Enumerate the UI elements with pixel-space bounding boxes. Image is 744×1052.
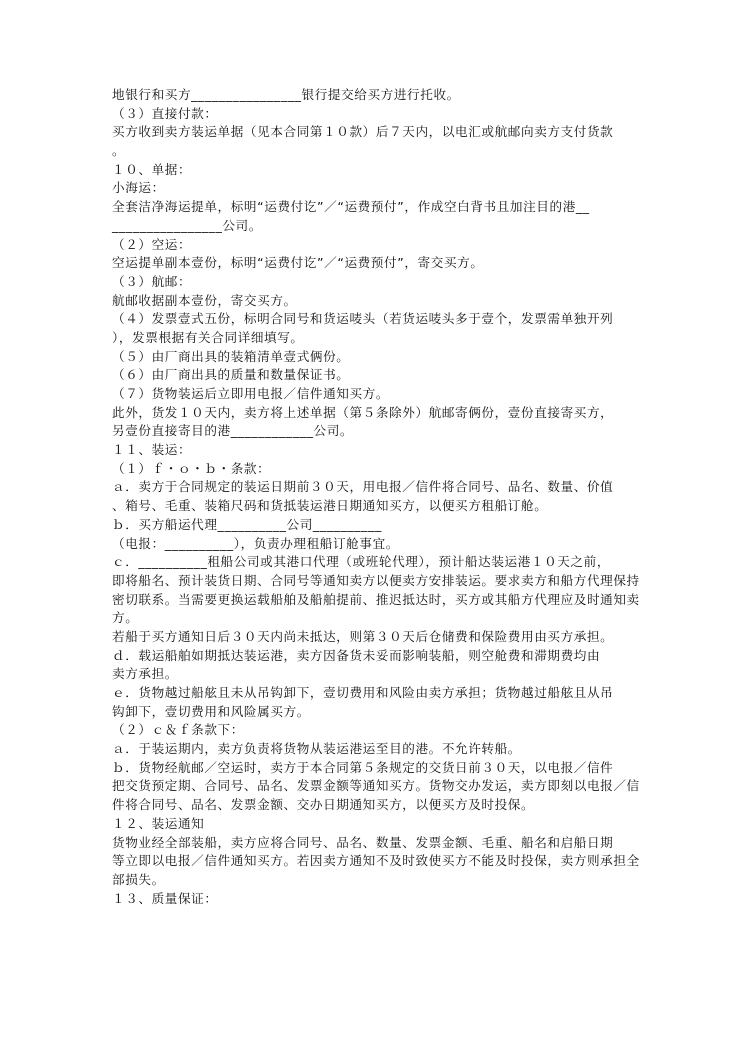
text-line: 。 (112, 143, 126, 159)
text-line: 、箱号、毛重、装箱尺码和货抵装运港日期通知买方，以便买方租船订舱。 (112, 498, 548, 514)
text-line: ｃ．__________租船公司或其港口代理（或班轮代理），预计船达装运港１０天之前， (112, 554, 611, 570)
text-line: 件将合同号、品名、发票金额、交办日期通知买方，以便买方及时投保。 (112, 797, 535, 813)
text-line: （２）空运： (112, 236, 192, 252)
text-line: 空运提单副本壹份，标明“运费付讫”／“运费预付”，寄交买方。 (112, 255, 484, 271)
section-heading: １１、装运： (112, 442, 192, 458)
text-line: ｄ．载运船舶如期抵达装运港，卖方因备货未妥而影响装船，则空舱费和滞期费均由 (112, 647, 601, 663)
text-line: 即将船名、预计装货日期、合同号等通知卖方以便卖方安排装运。要求卖方和船方代理保持 (112, 572, 640, 588)
text-line: 把交货预定期、合同号、品名、发票金额等通知买方。货物交办发运，卖方即刻以电报／信 (112, 778, 640, 794)
text-line: （３）直接付款： (112, 105, 218, 121)
section-heading: １２、装运通知 (112, 815, 205, 831)
text-line: （２）ｃ＆ｆ条款下： (112, 722, 244, 738)
text-line: 全套洁净海运提单，标明“运费付讫”／“运费预付”，作成空白背书且加注目的港__ (112, 199, 590, 215)
text-line: 航邮收据副本壹份，寄交买方。 (112, 292, 297, 308)
text-line: （７）货物装运后立即用电报／信件通知买方。 (112, 386, 390, 401)
text-line: （１）ｆ・ｏ・ｂ・条款： (112, 460, 271, 476)
text-line: 密切联系。当需要更换运载船舶及船舶提前、推迟抵达时，买方或其船方代理应及时通知卖 (112, 591, 640, 607)
text-line: 另壹份直接寄目的港____________公司。 (112, 423, 354, 439)
text-line: ｅ．货物越过船舷且未从吊钩卸下，壹切费用和风险由卖方承担；货物越过船舷且从吊 (112, 685, 614, 700)
text-line: 部损失。 (112, 871, 165, 887)
text-line: ａ．于装运期内，卖方负责将货物从装运港运至目的港。不允许转船。 (112, 741, 522, 757)
text-line: 若船于买方通知日后３０天内尚未抵达，则第３０天后仓储费和保险费用由买方承担。 (112, 628, 614, 644)
text-line: 买方收到卖方装运单据（见本合同第１０款）后７天内，以电汇或航邮向卖方支付货款 (112, 124, 614, 140)
text-line: 小海运： (112, 180, 165, 196)
text-line: （５）由厂商出具的装箱清单壹式俩份。 (112, 348, 350, 364)
text-line: ________________公司。 (112, 217, 262, 233)
section-heading: １３、质量保证： (112, 890, 218, 906)
text-line: ｂ．买方船运代理__________公司__________ (112, 516, 382, 532)
text-line: 货物业经全部装船，卖方应将合同号、品名、数量、发票金额、毛重、船名和启船日期 (112, 834, 614, 850)
text-line: 等立即以电报／信件通知买方。若因卖方通知不及时致使买方不能及时投保，卖方则承担全 (112, 853, 640, 869)
text-line: 地银行和买方________________银行提交给买方进行托收。 (112, 87, 460, 102)
text-line: （４）发票壹式五份，标明合同号和货运唛头（若货运唛头多于壹个，发票需单独开列 (112, 311, 614, 327)
text-line: 此外，货发１０天内，卖方将上述单据（第５条除外）航邮寄俩份，壹份直接寄买方， (112, 404, 614, 420)
text-line: ），发票根据有关合同详细填写。 (112, 329, 304, 345)
text-line: 钩卸下，壹切费用和风险属买方。 (112, 703, 310, 719)
text-line: （６）由厂商出具的质量和数量保证书。 (112, 367, 350, 383)
text-line: 卖方承担。 (112, 666, 178, 682)
section-heading: １０、单据： (112, 161, 192, 177)
text-line: ａ．卖方于合同规定的装运日期前３０天，用电报／信件将合同号、品名、数量、价值 (112, 479, 614, 495)
document-body (112, 86, 652, 908)
text-line: ｂ．货物经航邮／空运时，卖方于本合同第５条规定的交货日前３０天，以电报／信件 (112, 759, 614, 775)
text-line: （电报：__________），负责办理租船订舱事宜。 (112, 535, 399, 551)
text-line: （３）航邮： (112, 273, 192, 289)
text-line: 方。 (112, 610, 139, 626)
